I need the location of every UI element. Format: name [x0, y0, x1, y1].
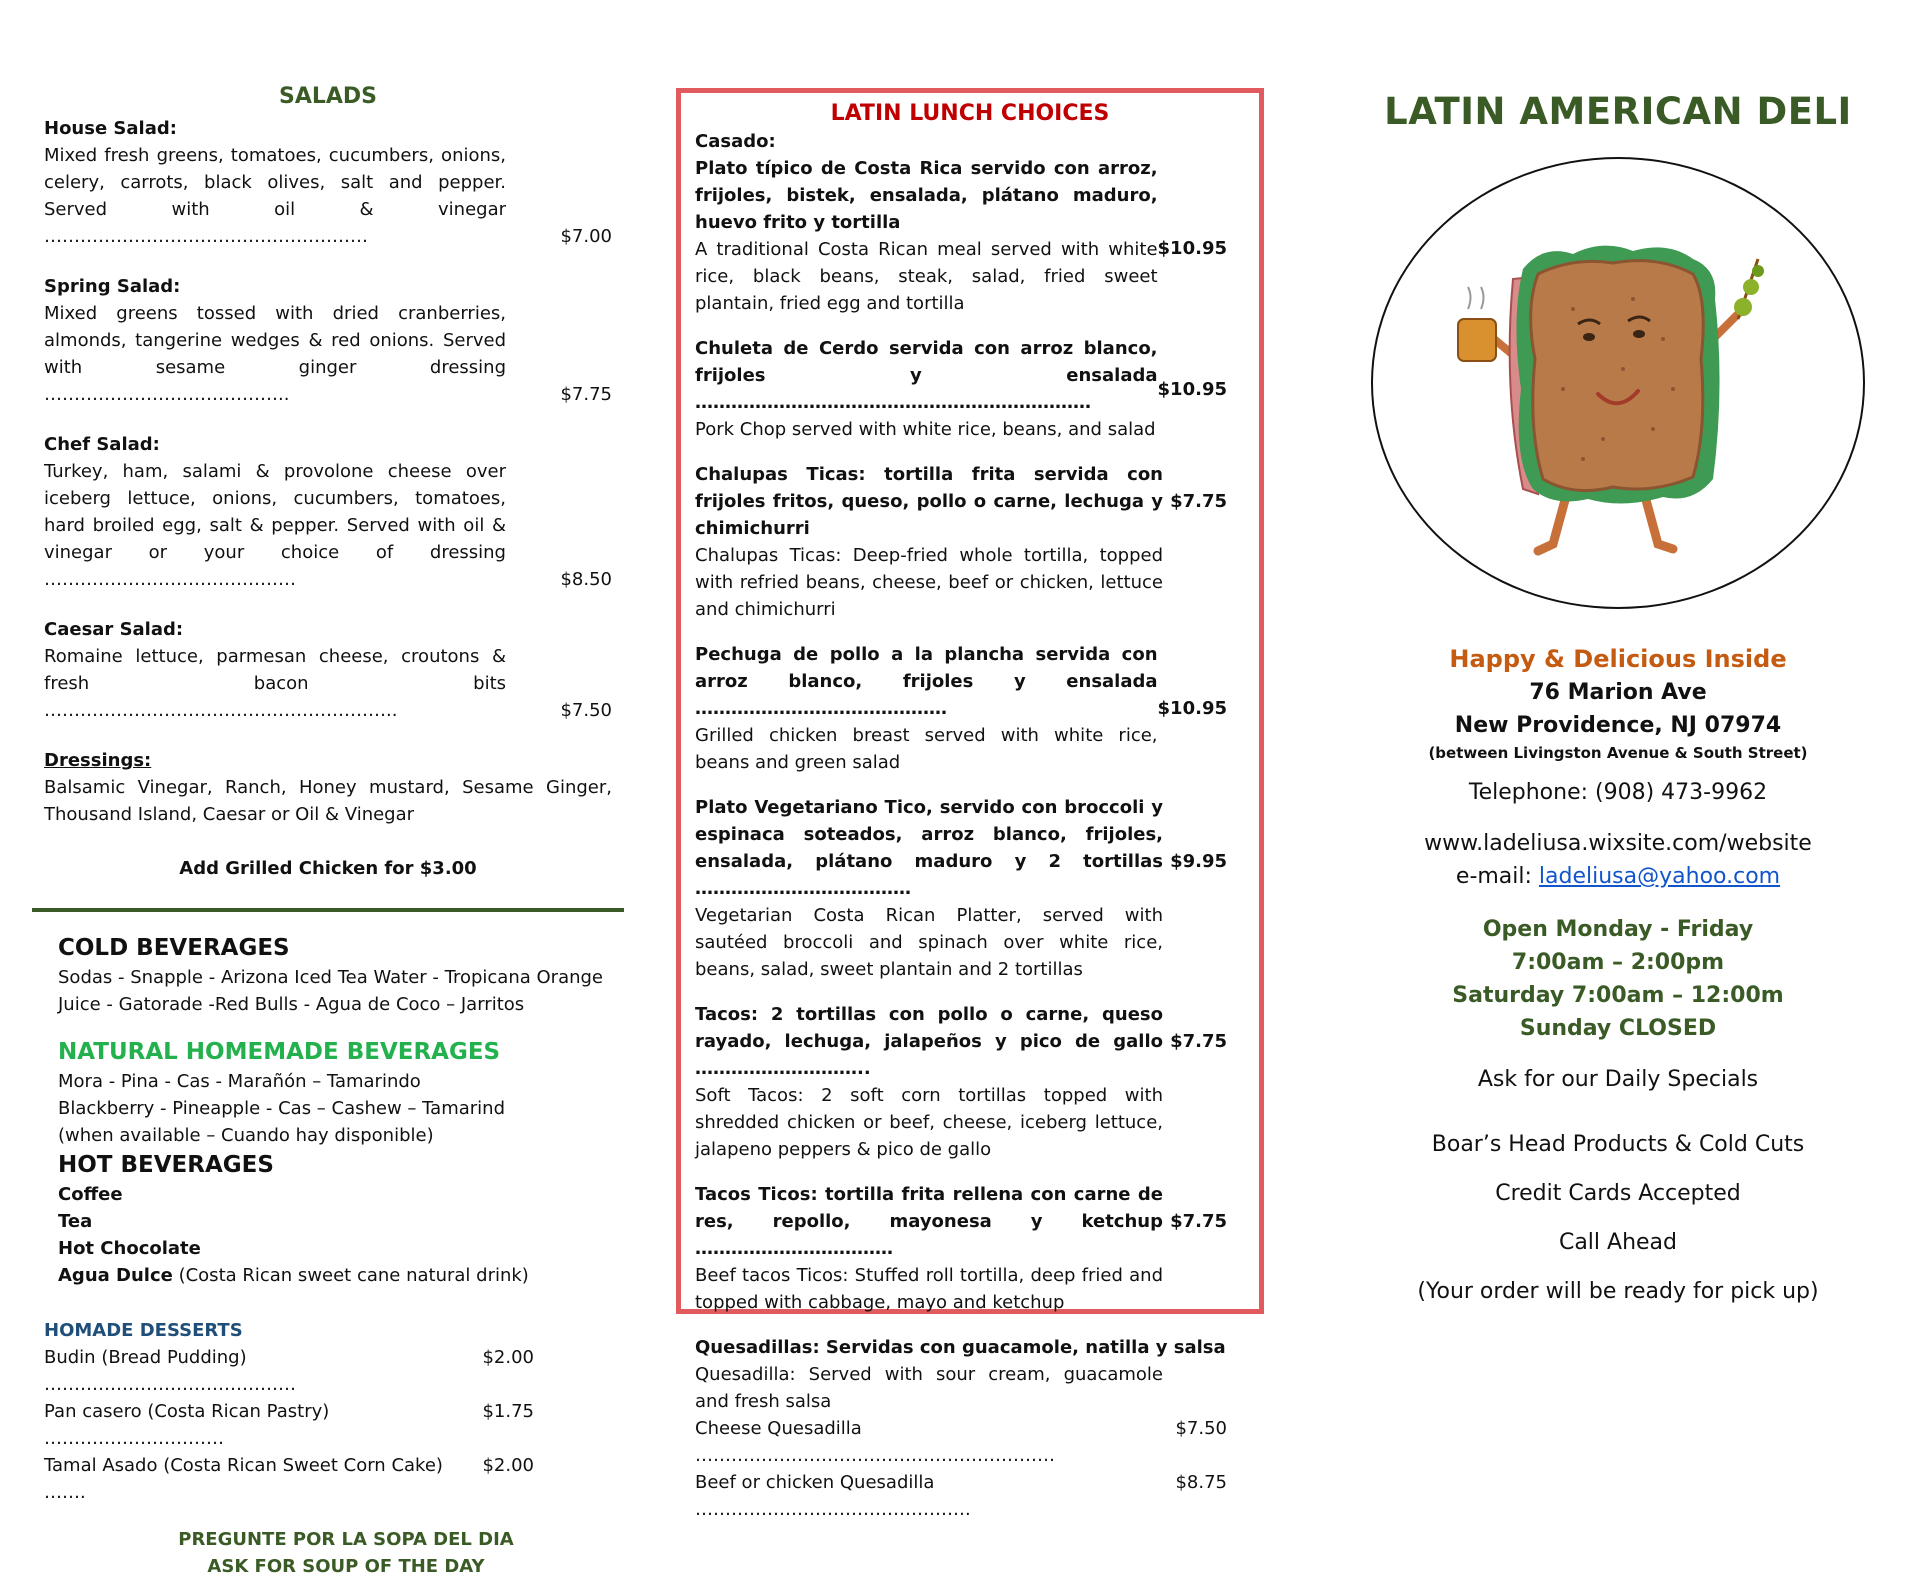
soup-note-en: ASK FOR SOUP OF THE DAY — [207, 1556, 485, 1577]
lunch-item-price: $10.95 — [1157, 698, 1227, 719]
lunch-panel — [676, 88, 1264, 1520]
hours-line: 7:00am – 2:00pm — [1511, 950, 1725, 975]
hot-beverages-title: HOT BEVERAGES — [58, 1152, 274, 1178]
lunch-item — [695, 335, 1245, 443]
salad-name: House Salad: — [44, 118, 177, 139]
add-chicken-note: Add Grilled Chicken for $3.00 — [179, 858, 477, 879]
lunch-item-en: Vegetarian Costa Rican Platter, served with sautéed broccoli and spinach over white rice, beans, salad, sweet plantain and 2 tortillas — [695, 905, 1163, 980]
lunch-item-en: Chalupas Ticas: Deep-fried whole tortilla, topped with refried beans, cheese, beef or chicken, lettuce and chimichurri — [695, 545, 1163, 620]
email-line — [1370, 860, 1866, 893]
lunch-item — [695, 641, 1245, 776]
lunch-item-price: $7.75 — [1170, 1211, 1227, 1232]
hours-line: Saturday 7:00am – 12:00m — [1452, 983, 1784, 1008]
lunch-item-price: $7.75 — [1170, 491, 1227, 512]
lunch-item — [695, 1001, 1245, 1163]
dessert-name: Pan casero (Costa Rican Pastry) ………………………… — [44, 1401, 330, 1449]
dessert-price: $1.75 — [482, 1401, 534, 1422]
cold-beverages-title: COLD BEVERAGES — [58, 935, 290, 961]
address-line-2: New Providence, NJ 07974 — [1454, 713, 1782, 738]
deli-title: LATIN AMERICAN DELI — [1384, 90, 1852, 133]
sandwich-mascot-logo — [1371, 157, 1865, 609]
hot-beverage-item: Coffee — [58, 1184, 123, 1205]
lunch-item-price: $9.95 — [1170, 851, 1227, 872]
dessert-row — [44, 1452, 534, 1506]
lunch-item-es: Tacos Ticos: tortilla frita rellena con carne de res, repollo, mayonesa y ketchup …………………………… — [695, 1184, 1163, 1259]
salads-title: SALADS — [278, 84, 378, 109]
quesadilla-row — [695, 1415, 1245, 1469]
lunch-item — [695, 155, 1245, 317]
lunch-item-es: Pechuga de pollo a la plancha servida con arroz blanco, frijoles y ensalada …………………………………… — [695, 644, 1158, 719]
hours-block — [1370, 913, 1866, 1045]
lunch-item-en: Soft Tacos: 2 soft corn tortillas topped with shredded chicken or beef, cheese, iceberg lettuce, jalapeno peppers & pico de gallo — [695, 1085, 1163, 1160]
salad-name: Caesar Salad: — [44, 619, 184, 640]
lunch-item — [695, 461, 1245, 623]
pickup-note: (Your order will be ready for pick up) — [1417, 1279, 1819, 1304]
dessert-price: $2.00 — [482, 1347, 534, 1368]
lunch-item-es: Chuleta de Cerdo servida con arroz blanco, frijoles y ensalada ………………………………………………………… — [695, 338, 1158, 413]
dressings-title: Dressings: — [44, 750, 152, 771]
email-label: e-mail: — [1455, 864, 1539, 889]
dessert-row — [44, 1344, 534, 1398]
quesadilla-price: $8.75 — [1175, 1472, 1227, 1493]
natural-beverages-line: (when available – Cuando hay disponible) — [58, 1125, 434, 1146]
agua-dulce-name: Agua Dulce — [58, 1265, 173, 1286]
lunch-item-es: Plato Vegetariano Tico, servido con broccoli y espinaca soteados, arroz blanco, frijoles, ensalada, plátano maduro y 2 tortillas ……………………………… — [695, 797, 1163, 899]
quesadilla-name: Cheese Quesadilla …………………………………………………… — [695, 1418, 1055, 1466]
hot-beverage-item: Hot Chocolate — [58, 1238, 201, 1259]
lunch-item-en: Beef tacos Ticos: Stuffed roll tortilla, deep fried and topped with cabbage, mayo and ketchup — [695, 1265, 1163, 1313]
quesadillas-es: Quesadillas: Servidas con guacamole, natilla y salsa — [695, 1337, 1226, 1358]
lunch-item-price: $10.95 — [1157, 238, 1227, 259]
salad-price: $8.50 — [560, 569, 612, 590]
natural-beverages-title: NATURAL HOMEMADE BEVERAGES — [58, 1039, 501, 1065]
lunch-item — [695, 1181, 1245, 1316]
daily-specials: Ask for our Daily Specials — [1477, 1067, 1759, 1092]
lunch-item-es: Chalupas Ticas: tortilla frita servida con frijoles fritos, queso, pollo o carne, lechuga y chimichurri — [695, 464, 1163, 539]
salad-name: Chef Salad: — [44, 434, 160, 455]
salad-price: $7.75 — [560, 384, 612, 405]
lunch-item-en: Pork Chop served with white rice, beans, and salad — [695, 419, 1156, 440]
agua-dulce-desc: (Costa Rican sweet cane natural drink) — [172, 1265, 529, 1286]
soup-note — [44, 1526, 612, 1580]
deli-info-column — [1370, 90, 1866, 1308]
salad-desc: Mixed greens tossed with dried cranberries, almonds, tangerine wedges & red onions. Served with sesame ginger dressing ………………………………….. — [44, 303, 506, 405]
salad-name: Spring Salad: — [44, 276, 181, 297]
quesadillas-en: Quesadilla: Served with sour cream, guacamole and fresh salsa — [695, 1364, 1163, 1412]
natural-beverages-line: Blackberry - Pineapple - Cas – Cashew – Tamarind — [58, 1098, 506, 1119]
email-link[interactable]: ladeliusa@yahoo.com — [1538, 864, 1781, 889]
sandwich-mascot-illustration — [1373, 159, 1863, 607]
cold-beverages-text: Sodas - Snapple - Arizona Iced Tea Water - Tropicana Orange Juice - Gatorade -Red Bulls - Agua de Coco – Jarritos — [58, 967, 604, 1015]
salad-desc: Mixed fresh greens, tomatoes, cucumbers, onions, celery, carrots, black olives, salt and pepper. Served with oil & vinegar ……………………………………………… — [44, 145, 506, 247]
lunch-item-en: Grilled chicken breast served with white rice, beans and green salad — [695, 725, 1158, 773]
salad-item — [44, 273, 612, 408]
quesadilla-row — [695, 1469, 1245, 1523]
salad-item — [44, 115, 612, 250]
dessert-row — [44, 1398, 534, 1452]
soup-note-es: PREGUNTE POR LA SOPA DEL DIA — [178, 1529, 514, 1550]
quesadilla-name: Beef or chicken Quesadilla ………………………………………. — [695, 1472, 971, 1520]
natural-beverages-line: Mora - Pina - Cas - Marañón – Tamarindo — [58, 1071, 421, 1092]
quesadilla-price: $7.50 — [1175, 1418, 1227, 1439]
dessert-name: Budin (Bread Pudding) …………………………………… — [44, 1347, 296, 1395]
lunch-item — [695, 794, 1245, 983]
lunch-title: LATIN LUNCH CHOICES — [830, 101, 1110, 126]
dressings-text: Balsamic Vinegar, Ranch, Honey mustard, Sesame Ginger, Thousand Island, Caesar or Oil & Vinegar — [44, 777, 612, 825]
phone: Telephone: (908) 473-9962 — [1468, 780, 1768, 805]
section-divider — [32, 908, 624, 912]
dessert-name: Tamal Asado (Costa Rican Sweet Corn Cake) ……. — [44, 1455, 443, 1503]
salad-price: $7.00 — [560, 226, 612, 247]
tagline: Happy & Delicious Inside — [1449, 645, 1787, 673]
quesadillas-section — [695, 1334, 1245, 1523]
cross-streets: (between Livingston Avenue & South Street) — [1428, 744, 1808, 762]
lunch-item-price: $10.95 — [1157, 378, 1227, 400]
dessert-price: $2.00 — [482, 1455, 534, 1476]
casado-label: Casado: — [695, 131, 776, 152]
credit-cards: Credit Cards Accepted — [1495, 1181, 1741, 1206]
left-column — [44, 84, 612, 1580]
beverages-section — [44, 932, 612, 1289]
website: www.ladeliusa.wixsite.com/website — [1424, 831, 1812, 856]
address-line-1: 76 Marion Ave — [1529, 680, 1707, 705]
boars-head: Boar’s Head Products & Cold Cuts — [1431, 1132, 1805, 1157]
hours-line: Open Monday - Friday — [1482, 917, 1754, 942]
lunch-item-es: Plato típico de Costa Rica servido con arroz, frijoles, bistek, ensalada, plátano maduro, huevo frito y tortilla — [695, 158, 1158, 233]
lunch-item-en: A traditional Costa Rican meal served with white rice, black beans, steak, salad, fried sweet plantain, fried egg and tortilla — [695, 239, 1158, 314]
salad-desc: Turkey, ham, salami & provolone cheese over iceberg lettuce, onions, cucumbers, tomatoes, hard broiled egg, salt & pepper. Served with oil & vinegar or your choice of dressing …………………………………… — [44, 461, 506, 590]
lunch-item-price: $7.75 — [1170, 1031, 1227, 1052]
desserts-title: HOMADE DESSERTS — [44, 1320, 243, 1341]
lunch-item-es: Tacos: 2 tortillas con pollo o carne, queso rayado, lechuga, jalapeños y pico de gallo ……………………….. — [695, 1004, 1163, 1079]
salad-item — [44, 431, 612, 593]
hot-beverage-item: Tea — [58, 1211, 93, 1232]
desserts-section — [44, 1317, 612, 1506]
agua-dulce-line — [58, 1262, 612, 1289]
salad-price: $7.50 — [560, 700, 612, 721]
salad-item — [44, 616, 612, 724]
hours-line: Sunday CLOSED — [1519, 1016, 1717, 1041]
salad-desc: Romaine lettuce, parmesan cheese, croutons & fresh bacon bits ………………………………………………….. — [44, 646, 506, 721]
call-ahead: Call Ahead — [1558, 1230, 1678, 1255]
